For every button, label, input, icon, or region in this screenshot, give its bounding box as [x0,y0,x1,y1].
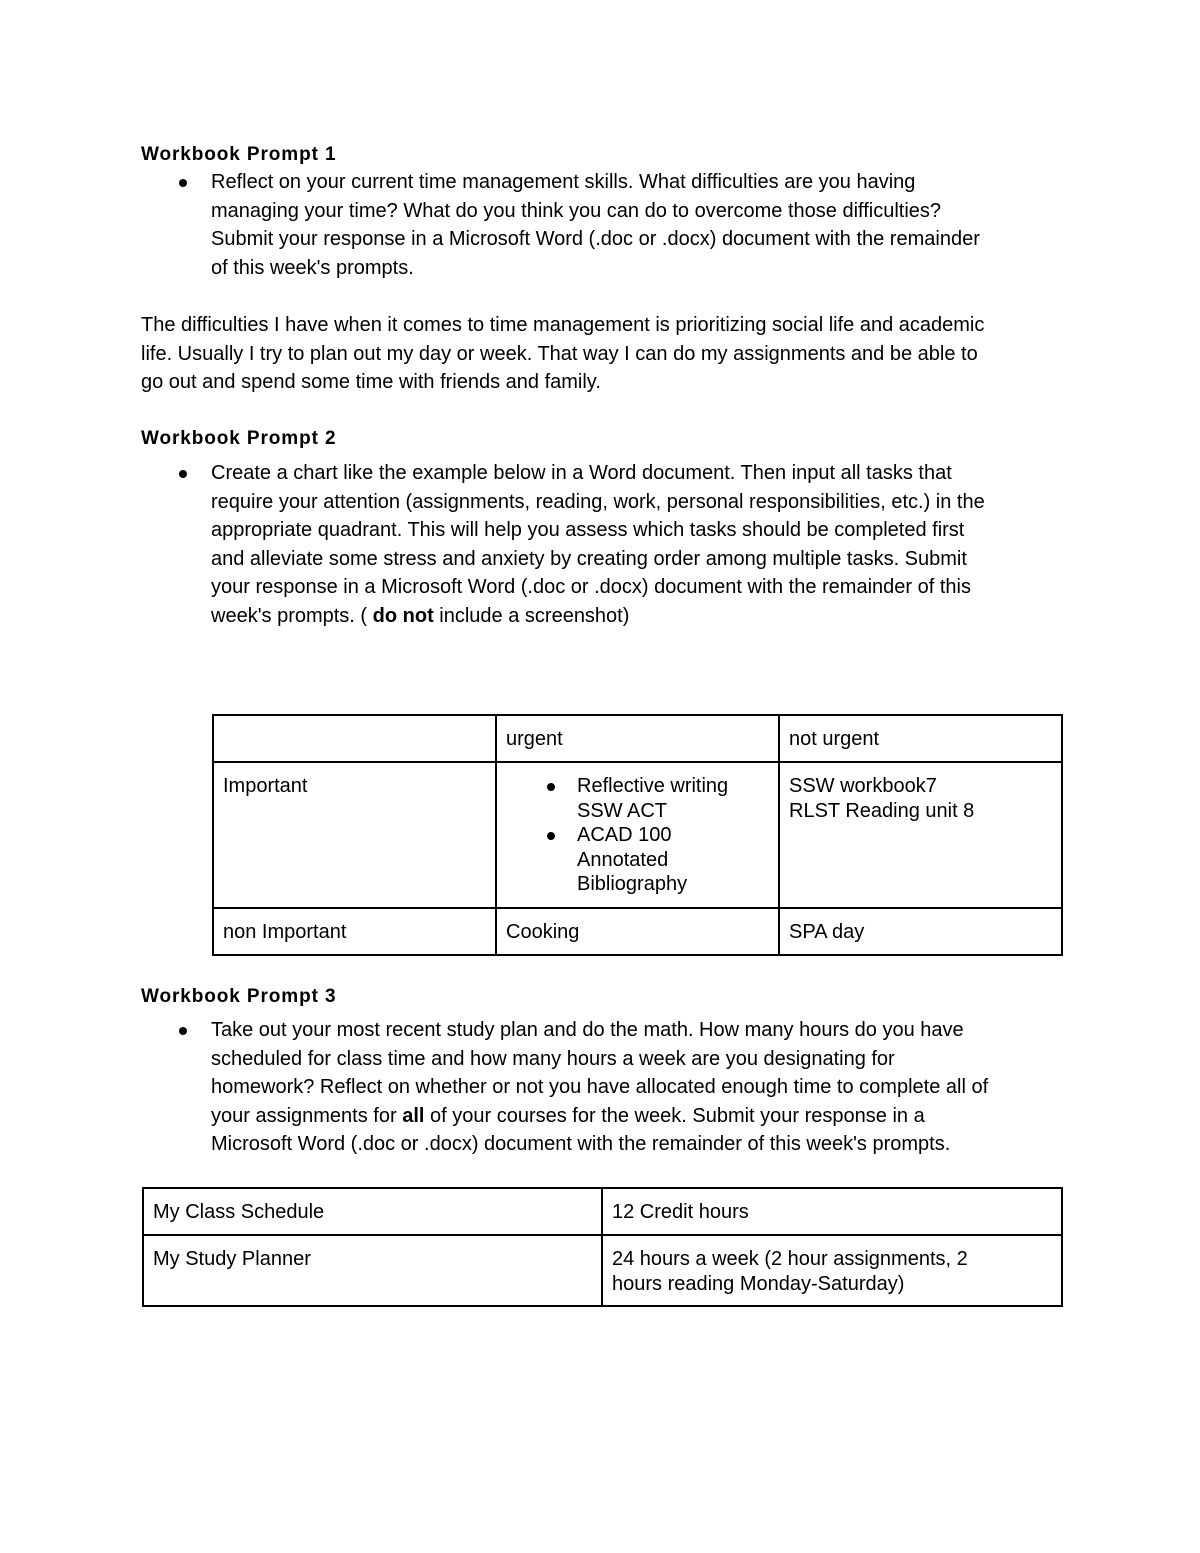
prompt-2-list [141,459,1061,631]
prompt-1-list [141,168,1061,282]
matrix-row-non-important [213,908,1062,955]
class-schedule-label: My Class Schedule [143,1188,602,1235]
important-urgent-list [506,774,769,897]
prompt-3-line-1: Take out your most recent study plan and do the math. How many hours do you have [211,1019,964,1041]
list-item [506,823,769,897]
prompt-2-line-6-start: week's prompts. ( [211,604,373,627]
matrix-row-label-non-important: non Important [213,908,496,955]
list-item [506,774,769,823]
bullet-icon [179,470,187,478]
answer-line-2: life. Usually I try to plan out my day or week. That way I can do my assignments and be able to [141,342,978,365]
do-not-emphasis: do not [372,604,434,627]
answer-line-1: The difficulties I have when it comes to time management is prioritizing social life and academic [141,314,985,336]
prompt-3-bullet [141,1016,1061,1159]
study-planner-label: My Study Planner [143,1235,602,1306]
task-text: Reflective writing [577,775,729,797]
study-value-line-2: hours reading Monday-Saturday) [612,1272,905,1295]
matrix-cell-important-urgent [496,762,779,908]
priority-matrix-table [212,714,1063,956]
prompt-1-answer [141,311,1071,397]
task-text: Annotated [577,848,669,871]
prompt-2-line-1: Create a chart like the example below in a Word document. Then input all tasks that [211,462,952,484]
matrix-cell-important-not-urgent [779,762,1062,908]
schedule-row-class [143,1188,1062,1235]
study-planner-value [602,1235,1062,1306]
study-value-line-1: 24 hours a week (2 hour assignments, 2 [612,1248,968,1270]
task-text: ACAD 100 [577,824,672,846]
task-text: Bibliography [577,873,688,895]
prompt-1-line-2: managing your time? What do you think you can do to overcome those difficulties? [211,199,942,222]
prompt-3-line-4-end: of your courses for the week. Submit your response in a [424,1104,925,1127]
prompt-3-line-4-start: your assignments for [211,1104,403,1127]
prompt-2-heading: Workbook Prompt 2 [141,428,337,449]
answer-line-3: go out and spend some time with friends and family. [141,371,601,394]
task-text: SSW ACT [577,799,668,822]
bullet-icon [179,179,187,187]
prompt-1-bullet [141,168,1061,282]
prompt-2-line-6 [211,602,1061,631]
prompt-2-line-6-end: include a screenshot) [433,604,630,627]
bullet-icon [179,1027,187,1035]
task-text: RLST Reading unit 8 [789,799,975,822]
bullet-icon [547,832,555,840]
prompt-1-line-3: Submit your response in a Microsoft Word (.doc or .docx) document with the remainder [211,228,980,251]
matrix-cell-non-important-not-urgent: SPA day [779,908,1062,955]
prompt-3-heading: Workbook Prompt 3 [141,986,337,1007]
matrix-row-important [213,762,1062,908]
bullet-icon [547,783,555,791]
prompt-2-line-4: and alleviate some stress and anxiety by creating order among multiple tasks. Submit [211,547,967,570]
prompt-3-line-4 [211,1102,1061,1131]
prompt-2-line-2: require your attention (assignments, reading, work, personal responsibilities, etc.) in the [211,490,985,513]
prompt-3-line-3: homework? Reflect on whether or not you have allocated enough time to complete all of [211,1076,989,1099]
task-text: SSW workbook7 [789,775,937,797]
schedule-table [142,1187,1063,1307]
matrix-row-label-important: Important [213,762,496,908]
matrix-header-urgent: urgent [496,715,779,762]
prompt-3-line-5: Microsoft Word (.doc or .docx) document with the remainder of this week's prompts. [211,1133,951,1156]
prompt-3-line-2: scheduled for class time and how many hours a week are you designating for [211,1047,895,1070]
prompt-2-line-5: your response in a Microsoft Word (.doc or .docx) document with the remainder of this [211,576,971,599]
prompt-1-line-4: of this week's prompts. [211,256,414,279]
prompt-3-list [141,1016,1061,1159]
matrix-corner-cell [213,715,496,762]
matrix-header-row [213,715,1062,762]
matrix-header-not-urgent: not urgent [779,715,1062,762]
prompt-1-heading: Workbook Prompt 1 [141,144,337,165]
matrix-cell-non-important-urgent: Cooking [496,908,779,955]
prompt-2-line-3: appropriate quadrant. This will help you assess which tasks should be completed first [211,519,965,542]
class-schedule-value: 12 Credit hours [602,1188,1062,1235]
prompt-2-bullet [141,459,1061,631]
prompt-1-line-1: Reflect on your current time management skills. What difficulties are you having [211,171,916,193]
all-emphasis: all [402,1104,425,1127]
schedule-row-study [143,1235,1062,1306]
